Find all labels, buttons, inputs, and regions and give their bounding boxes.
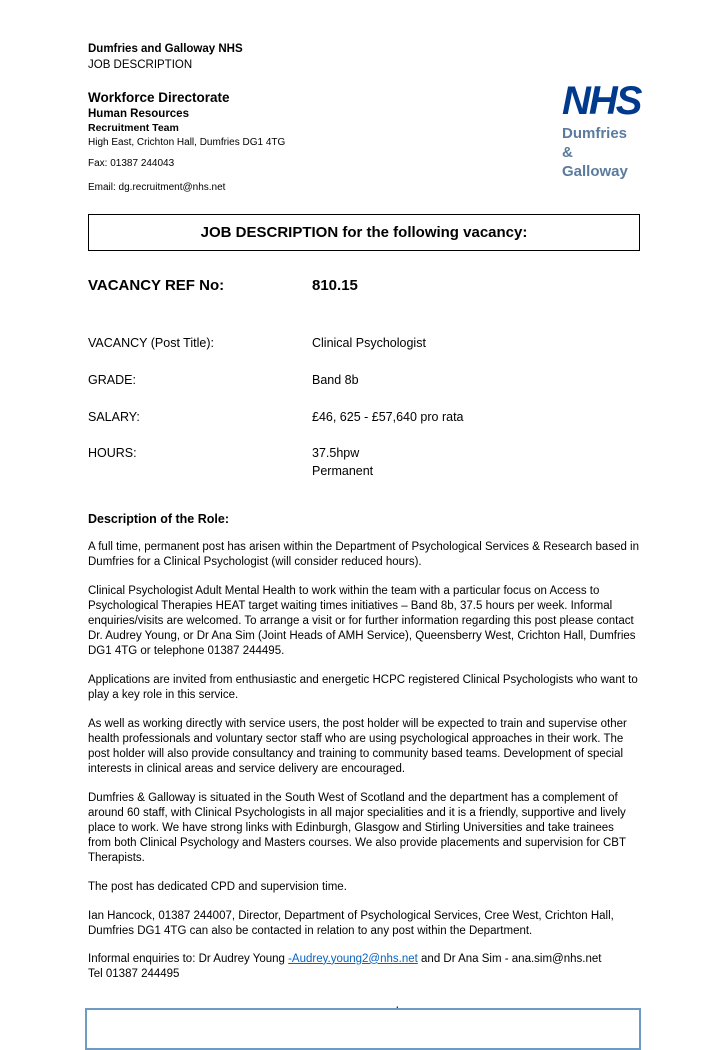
hours-value-line1: 37.5hpw [312,446,360,461]
vacancy-title-banner: JOB DESCRIPTION for the following vacancy: [88,214,640,251]
doc-type-label: JOB DESCRIPTION [88,58,193,71]
team-name: Recruitment Team [88,121,179,134]
nhs-logo-wordmark: NHS [562,79,641,123]
org-name: Dumfries and Galloway NHS [88,43,243,55]
department-name: Human Resources [88,107,189,120]
field-row-salary [88,410,640,426]
directorate-name: Workforce Directorate [88,90,230,106]
vacancy-ref-label: VACANCY REF No: [88,277,225,295]
salary-label: SALARY: [88,409,140,424]
role-description-body [88,540,640,982]
paragraph: The post has dedicated CPD and supervision time. [88,880,347,893]
fax-line: Fax: 01387 244043 [88,158,175,170]
nhs-logo-region [562,125,640,181]
role-description-heading: Description of the Role: [88,511,229,526]
paragraph: Applications are invited from enthusiastic and energetic HCPC registered Clinical Psychologists who want to play a key role in this service. [88,673,638,701]
nhs-logo-region-line1: Dumfries [562,125,628,142]
field-row-post-title [88,336,640,352]
paragraph: Ian Hancock, 01387 244007, Director, Department of Psychological Services, Cree West, Crichton Hall, Dumfries DG1 4TG can also be contacted in relation to any post within the Department. [88,909,614,937]
enquiries-tel: Tel 01387 244495 [88,967,180,980]
post-title-value: Clinical Psychologist [312,336,426,351]
salary-value: £46, 625 - £57,640 pro rata [312,409,464,424]
email-line: Email: dg.recruitment@nhs.net [88,182,226,194]
paragraph: A full time, permanent post has arisen within the Department of Psychological Services & Research based in Dumfries for a Clinical Psychologist (will consider reduced hours). [88,540,640,568]
informal-enquiries-paragraph [88,952,640,982]
enquiries-text-2: and Dr Ana Sim - ana.sim@nhs.net [417,952,602,965]
enquiries-text-1: Informal enquiries to: Dr Audrey Young [88,952,289,965]
grade-value: Band 8b [312,373,359,388]
document-header [88,42,640,195]
address-line: High East, Crichton Hall, Dumfries DG1 4TG [88,137,286,149]
hours-label: HOURS: [88,446,137,461]
vacancy-ref-value: 810.15 [312,277,358,295]
nhs-logo-region-line2: & Galloway [562,143,628,180]
vacancy-ref-row [88,277,640,294]
post-title-label: VACANCY (Post Title): [88,336,214,351]
next-section-table-edge [85,1008,641,1050]
grade-label: GRADE: [88,373,136,388]
header-org-block [88,42,285,195]
audrey-young-email-link[interactable]: -Audrey.young2@nhs.net [288,952,418,965]
paragraph: As well as working directly with service users, the post holder will be expected to train and supervise other health professionals and voluntary sector staff who are using psychological approaches in their work. The post holder will also provide consultancy and training to community based teams. Development of special interests in clinical areas and service delivery are encouraged. [88,717,627,775]
hours-value-line2: Permanent [312,463,374,478]
field-row-grade [88,373,640,389]
nhs-dumfries-galloway-logo [562,79,641,181]
paragraph: Clinical Psychologist Adult Mental Health to work within the team with a particular focus on Access to Psychological Therapies HEAT target waiting times initiatives – Band 8b, 37.5 hours per week. Informal enquiries/visits are welcomed. To arrange a visit or for further information regarding this post please contact Dr. Audrey Young, or Dr Ana Sim (Joint Heads of AMH Service), Queensberry West, Crichton Hall, Dumfries DG1 4TG or telephone 01387 244495. [88,584,636,657]
field-row-hours [88,446,640,479]
hours-value [312,446,373,479]
paragraph: Dumfries & Galloway is situated in the South West of Scotland and the department has a complement of around 60 staff, with Clinical Psychologists in all major specialities and it is a friendly, supportive and lively place to work. We have strong links with Edinburgh, Glasgow and Stirling Universities and take trainees from both Clinical Psychology and Masters courses. We also provide placements and supervision for CBT Therapists. [88,791,626,864]
